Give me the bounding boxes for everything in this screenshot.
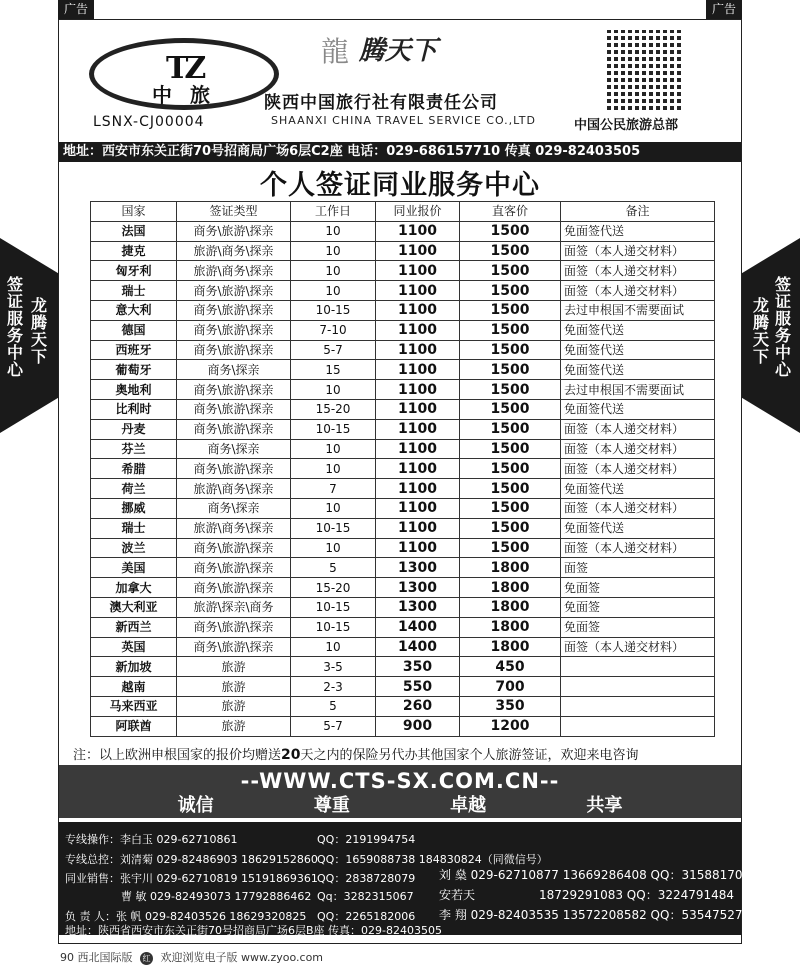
visa-type-cell: 商务\旅游\探亲 [177, 637, 291, 657]
trade-price-cell: 1100 [376, 380, 460, 400]
trade-price-cell: 1100 [376, 221, 460, 241]
note-cell: 面签（本人递交材料） [561, 419, 715, 439]
retail-price-cell: 1800 [460, 597, 561, 617]
workdays-cell: 10 [291, 241, 376, 261]
company-logo [89, 38, 279, 110]
note-cell: 面签（本人递交材料） [561, 439, 715, 459]
table-row [91, 459, 715, 479]
dragon-glyph: 龍 [321, 35, 350, 68]
retail-price-cell: 1500 [460, 300, 561, 320]
country-cell: 加拿大 [91, 578, 177, 598]
workdays-cell: 10-15 [291, 300, 376, 320]
workdays-cell: 10-15 [291, 617, 376, 637]
note-cell: 面签（本人递交材料） [561, 637, 715, 657]
note-cell: 面签（本人递交材料） [561, 261, 715, 281]
country-cell: 法国 [91, 221, 177, 241]
visa-type-cell: 商务\旅游\探亲 [177, 558, 291, 578]
visa-type-cell: 旅游 [177, 696, 291, 716]
note-cell: 免面签代送 [561, 399, 715, 419]
website-banner [59, 765, 741, 818]
trade-price-cell: 1300 [376, 597, 460, 617]
workdays-cell: 10 [291, 637, 376, 657]
workdays-cell: 10 [291, 538, 376, 558]
retail-price-cell: 1500 [460, 479, 561, 499]
country-cell: 匈牙利 [91, 261, 177, 281]
note-cell: 免面签代送 [561, 479, 715, 499]
visa-type-cell: 旅游\商务\探亲 [177, 518, 291, 538]
visa-price-table [90, 201, 715, 737]
visa-type-cell: 商务\旅游\探亲 [177, 617, 291, 637]
country-cell: 比利时 [91, 399, 177, 419]
footer-text: 欢迎浏览电子版 www.zyoo.com [160, 951, 324, 964]
table-row [91, 637, 715, 657]
table-row [91, 657, 715, 677]
retail-price-cell: 1800 [460, 617, 561, 637]
value-item: 共享 [586, 795, 623, 816]
country-cell: 波兰 [91, 538, 177, 558]
trade-price-cell: 1100 [376, 300, 460, 320]
contact-line: 李 翔 029-82403535 13572208582 QQ：535475277 [439, 908, 751, 922]
note-cell: 面签（本人递交材料） [561, 281, 715, 301]
page-title: 个人签证同业服务中心 [260, 170, 540, 201]
note-cell: 面签（本人递交材料） [561, 498, 715, 518]
contact-line: 负 责 人：张 帆 029-82403526 18629320825 [65, 910, 307, 923]
address-bar: 地址：西安市东关正街70号招商局广场6层C2座 电话：029-686157710 传真 029-82403505 [59, 142, 741, 162]
workdays-cell: 5-7 [291, 340, 376, 360]
contact-line: 安若天 [439, 888, 476, 902]
trade-price-cell: 1100 [376, 281, 460, 301]
table-row [91, 498, 715, 518]
visa-type-cell: 旅游\探亲\商务 [177, 597, 291, 617]
trade-price-cell: 1400 [376, 637, 460, 657]
right-side-text-2: 龙腾天下 [752, 296, 769, 366]
retail-price-cell: 1500 [460, 419, 561, 439]
country-cell: 希腊 [91, 459, 177, 479]
trade-price-cell: 1100 [376, 399, 460, 419]
right-side-text: 签证服务中心 [774, 275, 791, 379]
contact-line: QQ：2838728079 [317, 872, 416, 885]
country-cell: 瑞士 [91, 518, 177, 538]
note-cell: 免面签 [561, 578, 715, 598]
visa-type-cell: 旅游\商务\探亲 [177, 261, 291, 281]
retail-price-cell: 1500 [460, 241, 561, 261]
workdays-cell: 10 [291, 261, 376, 281]
trade-price-cell: 1300 [376, 578, 460, 598]
country-cell: 瑞士 [91, 281, 177, 301]
workdays-cell: 10 [291, 459, 376, 479]
badge-icon: 红 [140, 952, 153, 965]
country-cell: 奥地利 [91, 380, 177, 400]
trade-price-cell: 1100 [376, 241, 460, 261]
retail-price-cell: 1500 [460, 518, 561, 538]
note-cell [561, 677, 715, 697]
retail-price-cell: 1500 [460, 261, 561, 281]
workdays-cell: 10 [291, 281, 376, 301]
retail-price-cell: 1500 [460, 360, 561, 380]
ad-label-left: 广告 [58, 0, 94, 19]
visa-type-cell: 商务\探亲 [177, 439, 291, 459]
column-header: 直客价 [460, 202, 561, 222]
table-row [91, 677, 715, 697]
retail-price-cell: 1200 [460, 716, 561, 736]
country-cell: 荷兰 [91, 479, 177, 499]
trade-price-cell: 1100 [376, 360, 460, 380]
table-row [91, 419, 715, 439]
note-cell: 面签（本人递交材料） [561, 538, 715, 558]
retail-price-cell: 1500 [460, 498, 561, 518]
contact-address: 地址：陕西省西安市东关正街70号招商局广场6层B座 传真：029-82403505 [65, 924, 442, 937]
country-cell: 葡萄牙 [91, 360, 177, 380]
country-cell: 德国 [91, 320, 177, 340]
country-cell: 澳大利亚 [91, 597, 177, 617]
ad-header [59, 20, 741, 142]
left-side-text-2: 龙腾天下 [30, 296, 47, 366]
table-row [91, 558, 715, 578]
country-cell: 阿联酋 [91, 716, 177, 736]
column-header: 同业报价 [376, 202, 460, 222]
retail-price-cell: 1500 [460, 281, 561, 301]
country-cell: 越南 [91, 677, 177, 697]
visa-type-cell: 商务\旅游\探亲 [177, 380, 291, 400]
contact-line: 曹 敏 029-82493073 17792886462 [121, 890, 312, 903]
trade-price-cell: 1100 [376, 459, 460, 479]
table-row [91, 300, 715, 320]
retail-price-cell: 350 [460, 696, 561, 716]
retail-price-cell: 1500 [460, 459, 561, 479]
trade-price-cell: 1100 [376, 439, 460, 459]
note-cell: 面签 [561, 558, 715, 578]
contact-line: 刘 燊 029-62710877 13669286408 QQ：3158817067 [439, 868, 758, 882]
table-row [91, 479, 715, 499]
retail-price-cell: 1800 [460, 558, 561, 578]
workdays-cell: 10 [291, 439, 376, 459]
column-header: 工作日 [291, 202, 376, 222]
workdays-cell: 10 [291, 380, 376, 400]
visa-type-cell: 旅游 [177, 677, 291, 697]
logo-text: 中旅 [152, 83, 228, 107]
note-cell: 面签（本人递交材料） [561, 241, 715, 261]
country-cell: 芬兰 [91, 439, 177, 459]
table-row [91, 696, 715, 716]
note-cell: 免面签 [561, 617, 715, 637]
trade-price-cell: 1100 [376, 261, 460, 281]
contact-line: 18729291083 QQ：3224791484 [539, 888, 735, 902]
visa-type-cell: 旅游 [177, 657, 291, 677]
trade-price-cell: 1300 [376, 558, 460, 578]
table-row [91, 538, 715, 558]
country-cell: 美国 [91, 558, 177, 578]
table-row [91, 320, 715, 340]
table-row [91, 360, 715, 380]
table-row [91, 617, 715, 637]
visa-type-cell: 商务\旅游\探亲 [177, 399, 291, 419]
trade-price-cell: 550 [376, 677, 460, 697]
table-row [91, 340, 715, 360]
country-cell: 丹麦 [91, 419, 177, 439]
table-row [91, 221, 715, 241]
trade-price-cell: 1400 [376, 617, 460, 637]
license-number: LSNX-CJ00004 [93, 114, 205, 130]
company-name-cn: 陕西中国旅行社有限责任公司 [264, 93, 498, 113]
visa-type-cell: 旅游\商务\探亲 [177, 479, 291, 499]
country-cell: 挪威 [91, 498, 177, 518]
table-row [91, 261, 715, 281]
right-side-banner [742, 0, 800, 945]
visa-type-cell: 旅游 [177, 716, 291, 736]
trade-price-cell: 1100 [376, 320, 460, 340]
qr-code-icon [604, 30, 684, 110]
left-side-banner [0, 0, 58, 945]
note-cell: 免面签代送 [561, 320, 715, 340]
workdays-cell: 5 [291, 696, 376, 716]
trade-price-cell: 900 [376, 716, 460, 736]
logo-letters: TZ [166, 51, 203, 86]
contact-line: 专线操作：李白玉 029-62710861 [65, 833, 238, 846]
contact-line: Qq：3282315067 [317, 890, 414, 903]
retail-price-cell: 700 [460, 677, 561, 697]
column-header: 国家 [91, 202, 177, 222]
footnote-pre: 注：以上欧洲申根国家的报价均赠送 [73, 748, 282, 763]
footnote-days: 20 [281, 747, 301, 763]
note-cell: 免面签代送 [561, 340, 715, 360]
table-row [91, 399, 715, 419]
page-footer [60, 949, 323, 965]
visa-type-cell: 商务\旅游\探亲 [177, 281, 291, 301]
workdays-cell: 3-5 [291, 657, 376, 677]
visa-type-cell: 商务\旅游\探亲 [177, 320, 291, 340]
trade-price-cell: 1100 [376, 479, 460, 499]
table-row [91, 380, 715, 400]
retail-price-cell: 1500 [460, 221, 561, 241]
visa-type-cell: 商务\旅游\探亲 [177, 300, 291, 320]
visa-type-cell: 商务\旅游\探亲 [177, 459, 291, 479]
value-item: 卓越 [450, 795, 487, 816]
visa-type-cell: 商务\探亲 [177, 498, 291, 518]
table-row [91, 241, 715, 261]
note-cell [561, 696, 715, 716]
column-header: 签证类型 [177, 202, 291, 222]
note-cell: 面签（本人递交材料） [561, 459, 715, 479]
table-row [91, 281, 715, 301]
retail-price-cell: 1500 [460, 439, 561, 459]
trade-price-cell: 1100 [376, 498, 460, 518]
retail-price-cell: 1500 [460, 320, 561, 340]
workdays-cell: 7-10 [291, 320, 376, 340]
value-item: 诚信 [177, 795, 214, 816]
footnote-post: 天之内的保险另代办其他国家个人旅游签证，欢迎来电咨询 [300, 748, 639, 763]
workdays-cell: 10 [291, 221, 376, 241]
note-cell: 免面签代送 [561, 360, 715, 380]
trade-price-cell: 260 [376, 696, 460, 716]
workdays-cell: 10-15 [291, 419, 376, 439]
table-row [91, 578, 715, 598]
country-cell: 英国 [91, 637, 177, 657]
workdays-cell: 2-3 [291, 677, 376, 697]
trade-price-cell: 350 [376, 657, 460, 677]
visa-type-cell: 旅游\商务\探亲 [177, 241, 291, 261]
trade-price-cell: 1100 [376, 518, 460, 538]
contact-panel [59, 822, 758, 937]
table-row [91, 716, 715, 736]
workdays-cell: 15-20 [291, 399, 376, 419]
contact-line: 同业销售：张宇川 029-62710819 15191869361 [65, 872, 318, 885]
workdays-cell: 10-15 [291, 597, 376, 617]
contact-line: QQ：1659088738 184830824（同微信号） [317, 853, 548, 866]
visa-type-cell: 商务\旅游\探亲 [177, 578, 291, 598]
note-cell: 免面签 [561, 597, 715, 617]
page-number: 90 [60, 951, 74, 964]
ad-label-right: 广告 [706, 0, 742, 19]
contact-line: QQ：2265182006 [317, 910, 416, 923]
visa-type-cell: 商务\旅游\探亲 [177, 340, 291, 360]
retail-price-cell: 1500 [460, 340, 561, 360]
note-cell [561, 716, 715, 736]
note-cell: 免面签代送 [561, 221, 715, 241]
retail-price-cell: 1500 [460, 538, 561, 558]
value-item: 尊重 [313, 795, 350, 816]
workdays-cell: 10 [291, 498, 376, 518]
brand-slogan: 腾天下 [359, 36, 438, 66]
retail-price-cell: 1500 [460, 380, 561, 400]
note-cell: 去过申根国不需要面试 [561, 380, 715, 400]
country-cell: 新西兰 [91, 617, 177, 637]
retail-price-cell: 1800 [460, 578, 561, 598]
retail-price-cell: 450 [460, 657, 561, 677]
contact-line: 专线总控：刘清菊 029-82486903 18629152860 [65, 853, 318, 866]
footnote [73, 744, 639, 763]
table-header-row [91, 202, 715, 222]
visa-type-cell: 商务\旅游\探亲 [177, 538, 291, 558]
left-side-text: 签证服务中心 [6, 275, 23, 379]
note-cell: 免面签代送 [561, 518, 715, 538]
workdays-cell: 10-15 [291, 518, 376, 538]
qr-label: 中国公民旅游总部 [574, 118, 679, 133]
workdays-cell: 5-7 [291, 716, 376, 736]
country-cell: 捷克 [91, 241, 177, 261]
contact-line: QQ：2191994754 [317, 833, 416, 846]
country-cell: 新加坡 [91, 657, 177, 677]
retail-price-cell: 1500 [460, 399, 561, 419]
workdays-cell: 15-20 [291, 578, 376, 598]
visa-type-cell: 商务\探亲 [177, 360, 291, 380]
trade-price-cell: 1100 [376, 538, 460, 558]
country-cell: 意大利 [91, 300, 177, 320]
trade-price-cell: 1100 [376, 340, 460, 360]
retail-price-cell: 1800 [460, 637, 561, 657]
visa-type-cell: 商务\旅游\探亲 [177, 419, 291, 439]
note-cell: 去过申根国不需要面试 [561, 300, 715, 320]
note-cell [561, 657, 715, 677]
column-header: 备注 [561, 202, 715, 222]
website-url: --WWW.CTS-SX.COM.CN-- [240, 769, 560, 793]
trade-price-cell: 1100 [376, 419, 460, 439]
workdays-cell: 7 [291, 479, 376, 499]
core-values [59, 795, 741, 817]
company-name-en: SHAANXI CHINA TRAVEL SERVICE CO.,LTD [271, 114, 536, 127]
magazine-name: 西北国际版 [77, 951, 133, 964]
table-row [91, 518, 715, 538]
workdays-cell: 5 [291, 558, 376, 578]
workdays-cell: 15 [291, 360, 376, 380]
visa-type-cell: 商务\旅游\探亲 [177, 221, 291, 241]
country-cell: 西班牙 [91, 340, 177, 360]
table-row [91, 439, 715, 459]
country-cell: 马来西亚 [91, 696, 177, 716]
table-row [91, 597, 715, 617]
